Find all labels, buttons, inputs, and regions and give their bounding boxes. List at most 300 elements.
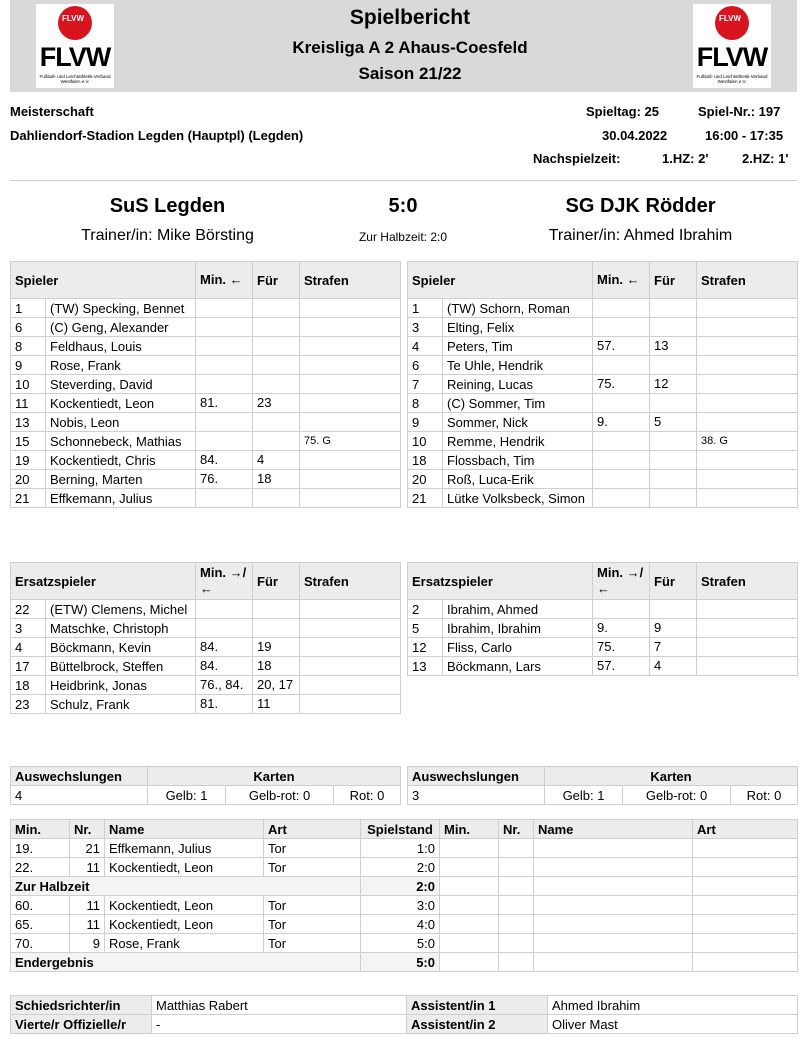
away-goal-cell — [499, 934, 534, 953]
sub-minute — [593, 318, 650, 337]
goal-type: Tor — [264, 839, 361, 858]
minute-col-header: Min. ← — [196, 262, 253, 299]
horse-emblem-icon: FLVW — [715, 6, 749, 40]
goal-row — [11, 934, 798, 953]
away-subs-count: 3 — [408, 786, 545, 805]
summary-score: 2:0 — [361, 877, 440, 896]
officials-table — [10, 995, 798, 1034]
minute-col-header: Min. →/← — [196, 563, 253, 600]
substituted-for — [650, 451, 697, 470]
player-row — [408, 600, 798, 619]
away-goal-cell — [693, 877, 798, 896]
running-score: 1:0 — [361, 839, 440, 858]
player-name: (C) Sommer, Tim — [443, 394, 593, 413]
sub-minute: 75. — [593, 638, 650, 657]
substituted-for — [253, 356, 300, 375]
goal-minute: 22. — [11, 858, 70, 877]
match-number: Spiel-Nr.: 197 — [698, 104, 781, 119]
away-goal-type-header: Art — [693, 820, 798, 839]
shirt-number: 3 — [11, 619, 46, 638]
player-row — [11, 318, 401, 337]
shirt-number: 1 — [408, 299, 443, 318]
goal-row — [11, 858, 798, 877]
home-summary-table — [10, 766, 401, 805]
substituted-for: 19 — [253, 638, 300, 657]
goal-minute: 70. — [11, 934, 70, 953]
player-name: Nobis, Leon — [46, 413, 196, 432]
shirt-number: 21 — [408, 489, 443, 508]
home-red-cards: Rot: 0 — [334, 786, 401, 805]
final-score: 5:0 — [388, 195, 418, 217]
home-coach: Trainer/in: Mike Börsting — [81, 227, 254, 244]
goal-min-header: Min. — [11, 820, 70, 839]
player-name: Remme, Hendrik — [443, 432, 593, 451]
substituted-for: 13 — [650, 337, 697, 356]
away-goal-cell — [534, 896, 693, 915]
flvw-logo-left: FLVW FLVW Fußball- und Leichtathletik-Verband Westfalen e.V. — [36, 4, 114, 88]
player-name: Berning, Marten — [46, 470, 196, 489]
goal-type: Tor — [264, 934, 361, 953]
substituted-for: 11 — [253, 695, 300, 714]
sub-minute: 76., 84. — [196, 676, 253, 695]
player-row — [408, 638, 798, 657]
shirt-number: 21 — [11, 489, 46, 508]
penalty-entry — [300, 337, 401, 356]
player-row — [408, 299, 798, 318]
penalties-col-header: Strafen — [300, 262, 401, 299]
subs-count-header: Auswechslungen — [11, 767, 148, 786]
shirt-number: 3 — [408, 318, 443, 337]
penalty-entry — [697, 394, 798, 413]
home-lineup-table — [10, 261, 401, 508]
shirt-number: 19 — [11, 451, 46, 470]
sub-minute — [593, 470, 650, 489]
away-goal-cell — [534, 839, 693, 858]
away-goal-cell — [693, 839, 798, 858]
shirt-number: 5 — [408, 619, 443, 638]
goal-type: Tor — [264, 896, 361, 915]
substituted-for: 9 — [650, 619, 697, 638]
away-team: SG DJK Rödder — [565, 195, 716, 217]
player-row — [11, 394, 401, 413]
goal-scorer: Kockentiedt, Leon — [105, 896, 264, 915]
sub-minute: 81. — [196, 695, 253, 714]
cards-header: Karten — [148, 767, 401, 786]
shirt-number: 15 — [11, 432, 46, 451]
substituted-for: 4 — [650, 657, 697, 676]
sub-minute — [196, 600, 253, 619]
away-goal-cell — [534, 877, 693, 896]
player-name: Ibrahim, Ahmed — [443, 600, 593, 619]
running-score: 2:0 — [361, 858, 440, 877]
away-goal-cell — [499, 953, 534, 972]
player-name: Schulz, Frank — [46, 695, 196, 714]
report-title: Spielbericht — [349, 6, 471, 29]
player-name: (ETW) Clemens, Michel — [46, 600, 196, 619]
away-yellow-cards: Gelb: 1 — [545, 786, 623, 805]
substituted-for — [253, 375, 300, 394]
substituted-for — [650, 470, 697, 489]
goal-minute: 65. — [11, 915, 70, 934]
away-goal-cell — [534, 934, 693, 953]
goal-minute: 60. — [11, 896, 70, 915]
shirt-number: 13 — [408, 657, 443, 676]
goal-scorer: Kockentiedt, Leon — [105, 915, 264, 934]
away-goal-cell — [499, 839, 534, 858]
away-goal-cell — [499, 915, 534, 934]
shirt-number: 12 — [408, 638, 443, 657]
player-name: Kockentiedt, Leon — [46, 394, 196, 413]
player-row — [11, 337, 401, 356]
player-row — [11, 299, 401, 318]
minute-col-header: Min. ← — [593, 262, 650, 299]
shirt-number: 4 — [11, 638, 46, 657]
player-row — [11, 470, 401, 489]
penalty-entry — [300, 299, 401, 318]
away-goal-cell — [440, 839, 499, 858]
player-col-header: Spieler — [408, 262, 593, 299]
penalties-col-header: Strafen — [697, 563, 798, 600]
away-goal-cell — [693, 896, 798, 915]
player-row — [408, 451, 798, 470]
running-score: 4:0 — [361, 915, 440, 934]
match-time: 16:00 - 17:35 — [705, 128, 784, 143]
sub-minute — [593, 356, 650, 375]
player-name: (TW) Specking, Bennet — [46, 299, 196, 318]
shirt-number: 1 — [11, 299, 46, 318]
sub-minute — [196, 356, 253, 375]
player-row — [11, 619, 401, 638]
for-col-header: Für — [253, 563, 300, 600]
goal-minute: 19. — [11, 839, 70, 858]
shirt-number: 13 — [11, 413, 46, 432]
away-summary-table — [407, 766, 798, 805]
penalty-entry — [300, 413, 401, 432]
substituted-for: 20, 17 — [253, 676, 300, 695]
substituted-for — [650, 432, 697, 451]
player-name: Matschke, Christoph — [46, 619, 196, 638]
player-row — [408, 619, 798, 638]
substituted-for: 7 — [650, 638, 697, 657]
sub-minute — [196, 619, 253, 638]
substituted-for — [650, 318, 697, 337]
player-name: Böckmann, Lars — [443, 657, 593, 676]
fourth-official-name: - — [152, 1015, 407, 1034]
away-goal-min-header: Min. — [440, 820, 499, 839]
substituted-for — [650, 299, 697, 318]
penalty-entry — [300, 470, 401, 489]
horse-emblem-icon: FLVW — [58, 6, 92, 40]
penalty-entry — [697, 299, 798, 318]
away-goal-cell — [693, 934, 798, 953]
away-subs-table — [407, 562, 798, 676]
shirt-number: 20 — [11, 470, 46, 489]
shirt-number: 6 — [408, 356, 443, 375]
summary-score: 5:0 — [361, 953, 440, 972]
player-name: Feldhaus, Louis — [46, 337, 196, 356]
shirt-number: 23 — [11, 695, 46, 714]
sub-minute — [593, 432, 650, 451]
goal-row — [11, 896, 798, 915]
sub-minute: 84. — [196, 451, 253, 470]
penalty-entry — [300, 318, 401, 337]
substituted-for: 4 — [253, 451, 300, 470]
stoppage-label: Nachspielzeit: — [533, 151, 621, 166]
substituted-for — [253, 318, 300, 337]
referee-name: Matthias Rabert — [152, 996, 407, 1015]
sub-minute — [593, 489, 650, 508]
penalty-entry: 75. G — [300, 432, 401, 451]
goal-score-header: Spielstand — [361, 820, 440, 839]
penalty-entry — [697, 413, 798, 432]
match-date: 30.04.2022 — [602, 128, 668, 143]
divider — [10, 180, 797, 181]
goal-scorer: Rose, Frank — [105, 934, 264, 953]
referee-label: Schiedsrichter/in — [11, 996, 152, 1015]
sub-minute: 84. — [196, 638, 253, 657]
player-row — [408, 318, 798, 337]
assistant1-name: Ahmed Ibrahim — [548, 996, 798, 1015]
away-goal-cell — [440, 858, 499, 877]
goal-shirt-number: 11 — [70, 896, 105, 915]
sub-minute — [593, 451, 650, 470]
for-col-header: Für — [650, 262, 697, 299]
player-name: Roß, Luca-Erik — [443, 470, 593, 489]
substituted-for — [253, 299, 300, 318]
penalty-entry — [697, 619, 798, 638]
shirt-number: 7 — [408, 375, 443, 394]
substituted-for — [650, 600, 697, 619]
sub-minute — [196, 337, 253, 356]
sub-minute — [196, 375, 253, 394]
away-goal-cell — [693, 858, 798, 877]
sub-minute: 9. — [593, 413, 650, 432]
player-row — [11, 695, 401, 714]
score-summary-row — [11, 877, 798, 896]
shirt-number: 10 — [11, 375, 46, 394]
penalty-entry — [697, 318, 798, 337]
shirt-number: 8 — [408, 394, 443, 413]
halftime-score: Zur Halbzeit: 2:0 — [358, 230, 448, 244]
player-name: Lütke Volksbeck, Simon — [443, 489, 593, 508]
player-row — [408, 413, 798, 432]
penalty-entry — [300, 375, 401, 394]
player-name: Schonnebeck, Mathias — [46, 432, 196, 451]
penalty-entry — [697, 337, 798, 356]
away-goal-cell — [440, 877, 499, 896]
shirt-number: 4 — [408, 337, 443, 356]
penalties-col-header: Strafen — [300, 563, 401, 600]
player-name: Peters, Tim — [443, 337, 593, 356]
penalty-entry — [697, 638, 798, 657]
player-name: Kockentiedt, Chris — [46, 451, 196, 470]
substituted-for: 23 — [253, 394, 300, 413]
substituted-for — [253, 619, 300, 638]
sub-minute: 57. — [593, 657, 650, 676]
player-row — [11, 432, 401, 451]
cards-header: Karten — [545, 767, 798, 786]
penalty-entry — [697, 356, 798, 375]
substituted-for — [650, 489, 697, 508]
penalty-entry — [697, 657, 798, 676]
penalty-entry — [697, 600, 798, 619]
shirt-number: 11 — [11, 394, 46, 413]
sub-minute — [196, 299, 253, 318]
sub-minute — [196, 432, 253, 451]
flvw-logo-right: FLVW FLVW Fußball- und Leichtathletik-Verband Westfalen e.V. — [693, 4, 771, 88]
player-name: Fliss, Carlo — [443, 638, 593, 657]
summary-label: Endergebnis — [11, 953, 361, 972]
away-coach: Trainer/in: Ahmed Ibrahim — [548, 227, 733, 244]
away-goal-cell — [534, 953, 693, 972]
player-row — [408, 375, 798, 394]
player-row — [408, 356, 798, 375]
player-row — [11, 489, 401, 508]
player-row — [408, 470, 798, 489]
player-row — [11, 657, 401, 676]
player-name: Te Uhle, Hendrik — [443, 356, 593, 375]
shirt-number: 9 — [11, 356, 46, 375]
player-name: Steverding, David — [46, 375, 196, 394]
away-goal-cell — [693, 915, 798, 934]
shirt-number: 17 — [11, 657, 46, 676]
penalty-entry — [300, 394, 401, 413]
report-header — [10, 0, 797, 92]
venue: Dahliendorf-Stadion Legden (Hauptpl) (Legden) — [10, 128, 304, 143]
goal-nr-header: Nr. — [70, 820, 105, 839]
player-name: Reining, Lucas — [443, 375, 593, 394]
shirt-number: 2 — [408, 600, 443, 619]
for-col-header: Für — [650, 563, 697, 600]
player-name: Heidbrink, Jonas — [46, 676, 196, 695]
player-row — [408, 394, 798, 413]
goal-scorer: Effkemann, Julius — [105, 839, 264, 858]
sub-minute: 75. — [593, 375, 650, 394]
player-name: (C) Geng, Alexander — [46, 318, 196, 337]
shirt-number: 6 — [11, 318, 46, 337]
home-subs-table — [10, 562, 401, 714]
sub-minute: 57. — [593, 337, 650, 356]
substituted-for — [650, 356, 697, 375]
sub-minute — [196, 413, 253, 432]
substituted-for: 18 — [253, 657, 300, 676]
away-goal-cell — [440, 953, 499, 972]
player-row — [408, 432, 798, 451]
away-goal-name-header: Name — [534, 820, 693, 839]
substituted-for — [650, 394, 697, 413]
player-col-header: Ersatzspieler — [408, 563, 593, 600]
player-row — [11, 451, 401, 470]
player-name: Flossbach, Tim — [443, 451, 593, 470]
player-name: Elting, Felix — [443, 318, 593, 337]
penalty-entry — [697, 375, 798, 394]
away-goal-cell — [440, 915, 499, 934]
player-name: Effkemann, Julius — [46, 489, 196, 508]
assistant2-name: Oliver Mast — [548, 1015, 798, 1034]
stoppage-first-half: 1.HZ: 2' — [662, 151, 709, 166]
away-goal-cell — [499, 877, 534, 896]
penalties-col-header: Strafen — [697, 262, 798, 299]
sub-minute — [593, 299, 650, 318]
sub-minute: 9. — [593, 619, 650, 638]
matchday: Spieltag: 25 — [586, 104, 659, 119]
running-score: 5:0 — [361, 934, 440, 953]
substituted-for — [253, 413, 300, 432]
goal-name-header: Name — [105, 820, 264, 839]
home-yellowred-cards: Gelb-rot: 0 — [226, 786, 334, 805]
player-row — [11, 638, 401, 657]
player-row — [11, 600, 401, 619]
penalty-entry — [697, 489, 798, 508]
penalty-entry — [300, 356, 401, 375]
shirt-number: 18 — [408, 451, 443, 470]
substituted-for: 18 — [253, 470, 300, 489]
away-goal-cell — [440, 934, 499, 953]
minute-col-header: Min. →/← — [593, 563, 650, 600]
player-col-header: Ersatzspieler — [11, 563, 196, 600]
goal-type: Tor — [264, 858, 361, 877]
goal-row — [11, 915, 798, 934]
goal-row — [11, 839, 798, 858]
home-team: SuS Legden — [109, 195, 226, 217]
penalty-entry — [300, 695, 401, 714]
away-goal-cell — [499, 896, 534, 915]
penalty-entry — [300, 657, 401, 676]
goals-table — [10, 819, 798, 972]
goal-shirt-number: 9 — [70, 934, 105, 953]
penalty-entry — [300, 451, 401, 470]
shirt-number: 10 — [408, 432, 443, 451]
goal-shirt-number: 11 — [70, 858, 105, 877]
away-goal-cell — [499, 858, 534, 877]
player-row — [11, 676, 401, 695]
penalty-entry — [697, 451, 798, 470]
goal-type-header: Art — [264, 820, 361, 839]
assistant1-label: Assistent/in 1 — [407, 996, 548, 1015]
sub-minute: 84. — [196, 657, 253, 676]
player-col-header: Spieler — [11, 262, 196, 299]
player-row — [408, 489, 798, 508]
goal-scorer: Kockentiedt, Leon — [105, 858, 264, 877]
away-goal-nr-header: Nr. — [499, 820, 534, 839]
competition: Meisterschaft — [10, 104, 94, 119]
score-summary-row — [11, 953, 798, 972]
sub-minute — [593, 600, 650, 619]
away-goal-cell — [534, 915, 693, 934]
away-goal-cell — [534, 858, 693, 877]
away-lineup-table — [407, 261, 798, 508]
running-score: 3:0 — [361, 896, 440, 915]
penalty-entry — [300, 638, 401, 657]
away-goal-cell — [693, 953, 798, 972]
goal-type: Tor — [264, 915, 361, 934]
penalty-entry — [300, 619, 401, 638]
player-row — [408, 337, 798, 356]
assistant2-label: Assistent/in 2 — [407, 1015, 548, 1034]
sub-minute — [593, 394, 650, 413]
substituted-for — [253, 337, 300, 356]
substituted-for — [253, 600, 300, 619]
league-name: Kreisliga A 2 Ahaus-Coesfeld — [292, 38, 528, 57]
substituted-for — [253, 432, 300, 451]
shirt-number: 20 — [408, 470, 443, 489]
shirt-number: 18 — [11, 676, 46, 695]
stoppage-second-half: 2.HZ: 1' — [742, 151, 789, 166]
player-name: Sommer, Nick — [443, 413, 593, 432]
goal-shirt-number: 21 — [70, 839, 105, 858]
player-name: Ibrahim, Ibrahim — [443, 619, 593, 638]
shirt-number: 9 — [408, 413, 443, 432]
